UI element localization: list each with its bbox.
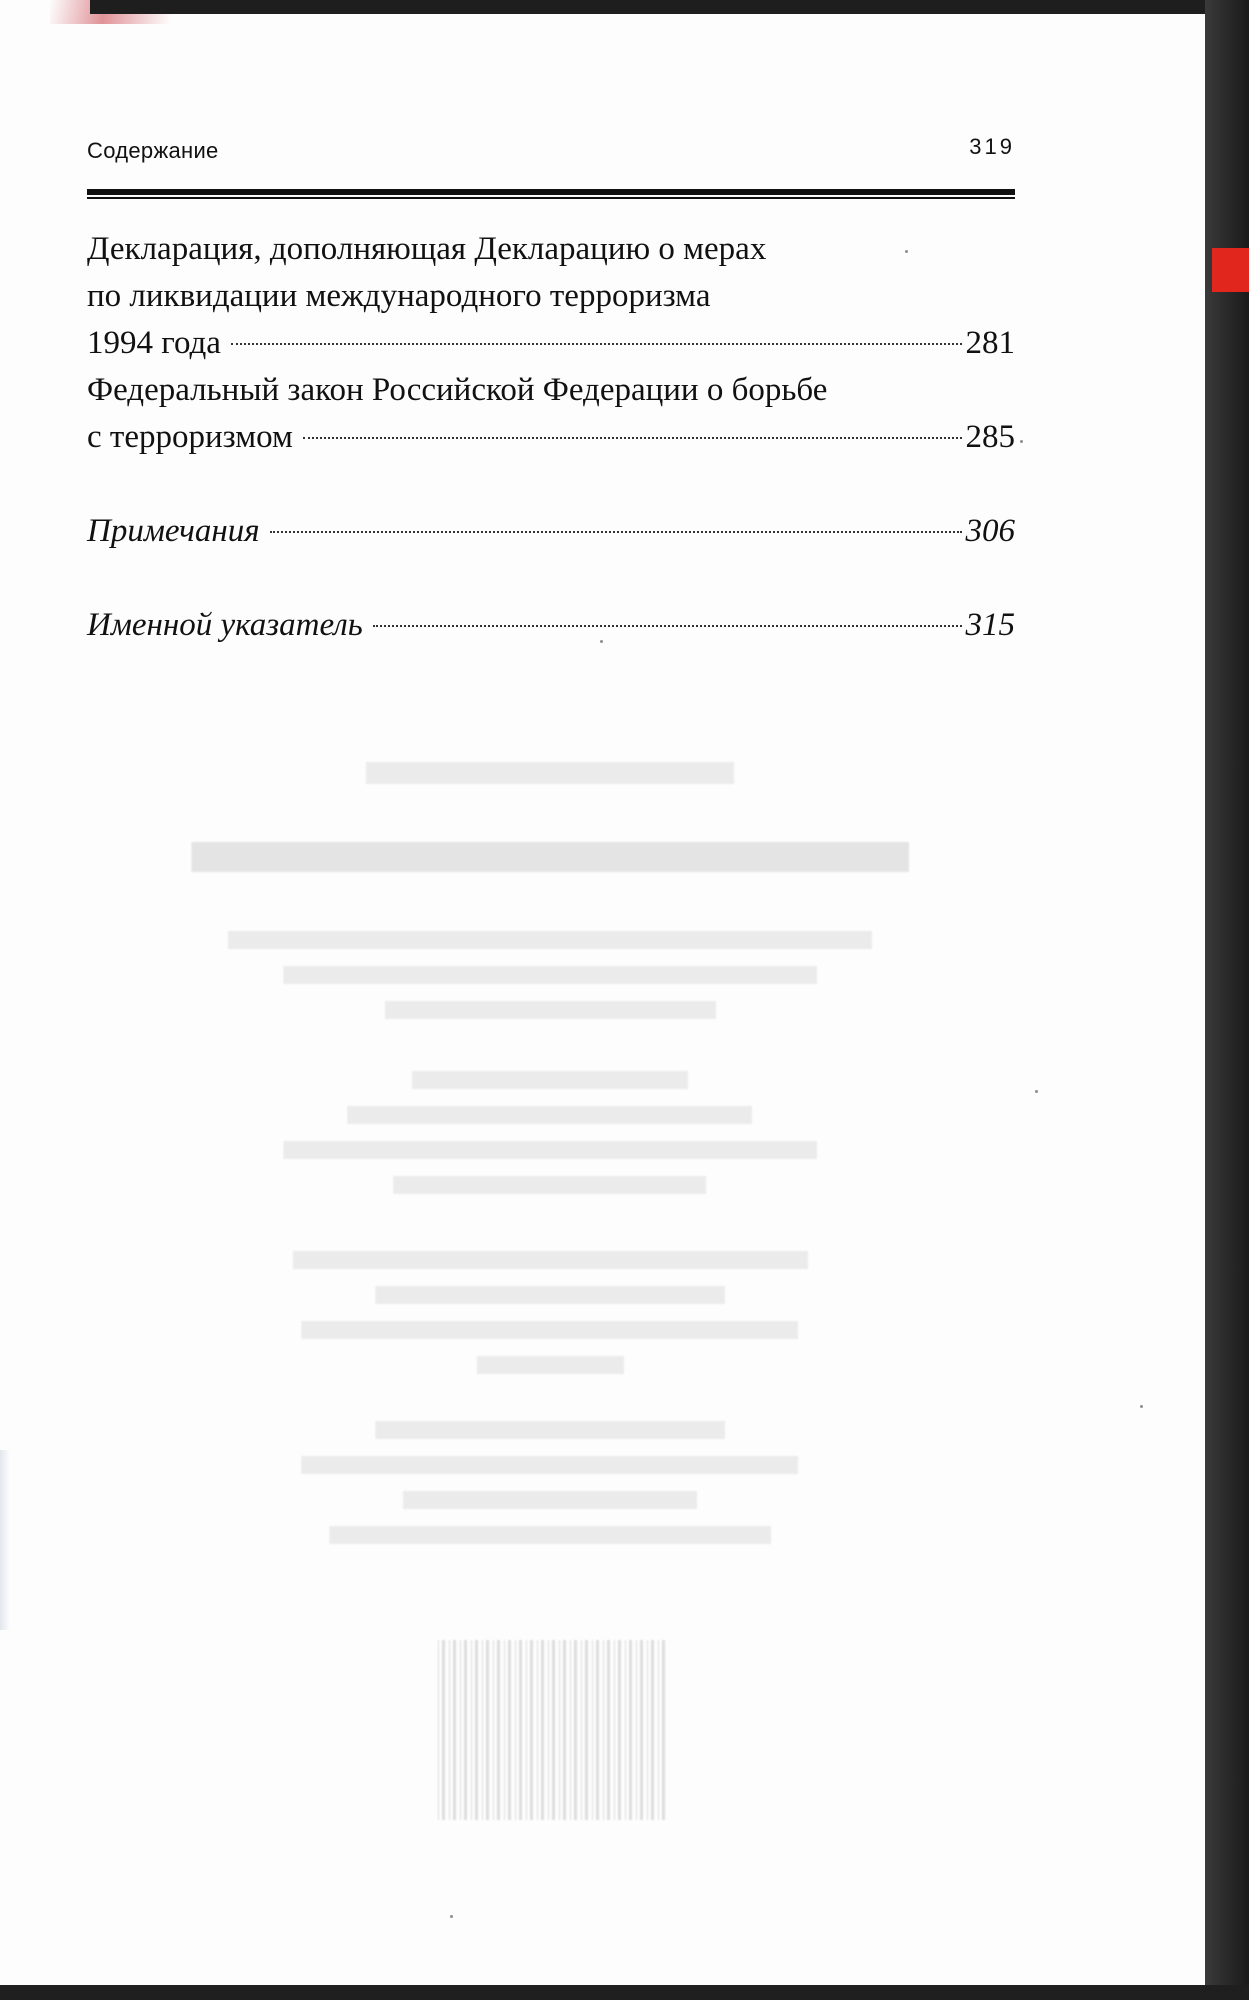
- ghost-text-line: [90, 1140, 1010, 1160]
- show-through-imprint: [90, 740, 1010, 1840]
- toc-entry: [87, 602, 1015, 649]
- ghost-text-line: [90, 1455, 1010, 1475]
- ghost-barcode: [435, 1640, 665, 1820]
- scan-speck: [1020, 440, 1023, 443]
- scan-speck: [1035, 1090, 1038, 1093]
- toc-leader-dots: [270, 531, 962, 533]
- ghost-text-line: [90, 1070, 1010, 1090]
- scan-border-right: [1205, 0, 1249, 2000]
- ghost-text-line: [90, 840, 1010, 874]
- ghost-text-line: [90, 1175, 1010, 1195]
- ghost-text-line: [90, 1525, 1010, 1545]
- scan-edge-shadow: [0, 1450, 10, 1630]
- ghost-text-line: [90, 965, 1010, 985]
- scan-speck: [905, 250, 908, 253]
- toc-leader-dots: [231, 343, 962, 345]
- toc-entry-last-line: [87, 602, 1015, 649]
- scan-border-bottom: [0, 1985, 1249, 2000]
- header-rule: [87, 189, 1015, 199]
- scan-border-top: [90, 0, 1249, 14]
- toc-page-number: 315: [965, 607, 1015, 643]
- toc-spacer: [87, 555, 1015, 602]
- ghost-text-line: [90, 1250, 1010, 1270]
- header-rule-thick: [87, 189, 1015, 195]
- toc-page-number: 285: [965, 419, 1015, 455]
- toc-entry-title-line: 1994 года: [87, 325, 221, 361]
- ghost-text-line: [90, 1285, 1010, 1305]
- running-header-title: Содержание: [87, 138, 219, 163]
- ghost-text-line: [90, 1320, 1010, 1340]
- toc-entry-title-line: Федеральный закон Российской Федерации о борьбе: [87, 372, 828, 408]
- toc-entry: [87, 508, 1015, 555]
- toc-entry-title-line: по ликвидации международного терроризма: [87, 278, 711, 314]
- toc-leader-dots: [303, 437, 962, 439]
- toc-entry-title-line: Примечания: [87, 513, 260, 549]
- toc-entry-last-line: [87, 508, 1015, 555]
- ghost-text-line: [90, 1105, 1010, 1125]
- toc-entry-last-line: [87, 320, 1015, 367]
- ghost-text-line: [90, 1000, 1010, 1020]
- toc-entry-title-line: Декларация, дополняющая Декларацию о мерах: [87, 231, 767, 267]
- toc-entry: [87, 226, 1015, 367]
- ghost-text-line: [90, 930, 1010, 950]
- toc-entry-title-line: Именной указатель: [87, 607, 363, 643]
- scan-speck: [600, 640, 603, 643]
- ghost-text-line: [90, 760, 1010, 786]
- running-header: [87, 134, 1015, 170]
- toc-spacer: [87, 461, 1015, 508]
- toc-entry: [87, 367, 1015, 461]
- table-of-contents: [87, 226, 1015, 649]
- toc-entry-last-line: [87, 414, 1015, 461]
- header-rule-thin: [87, 197, 1015, 199]
- red-page-tab: [1212, 248, 1249, 292]
- ghost-text-line: [90, 1420, 1010, 1440]
- toc-leader-dots: [373, 625, 962, 627]
- toc-page-number: 281: [965, 325, 1015, 361]
- scan-speck: [1140, 1405, 1143, 1408]
- page-number: 319: [969, 134, 1015, 159]
- scan-speck: [450, 1915, 453, 1918]
- toc-entry-title-line: с терроризмом: [87, 419, 293, 455]
- ghost-text-line: [90, 1355, 1010, 1375]
- ghost-text-line: [90, 1490, 1010, 1510]
- toc-page-number: 306: [965, 513, 1015, 549]
